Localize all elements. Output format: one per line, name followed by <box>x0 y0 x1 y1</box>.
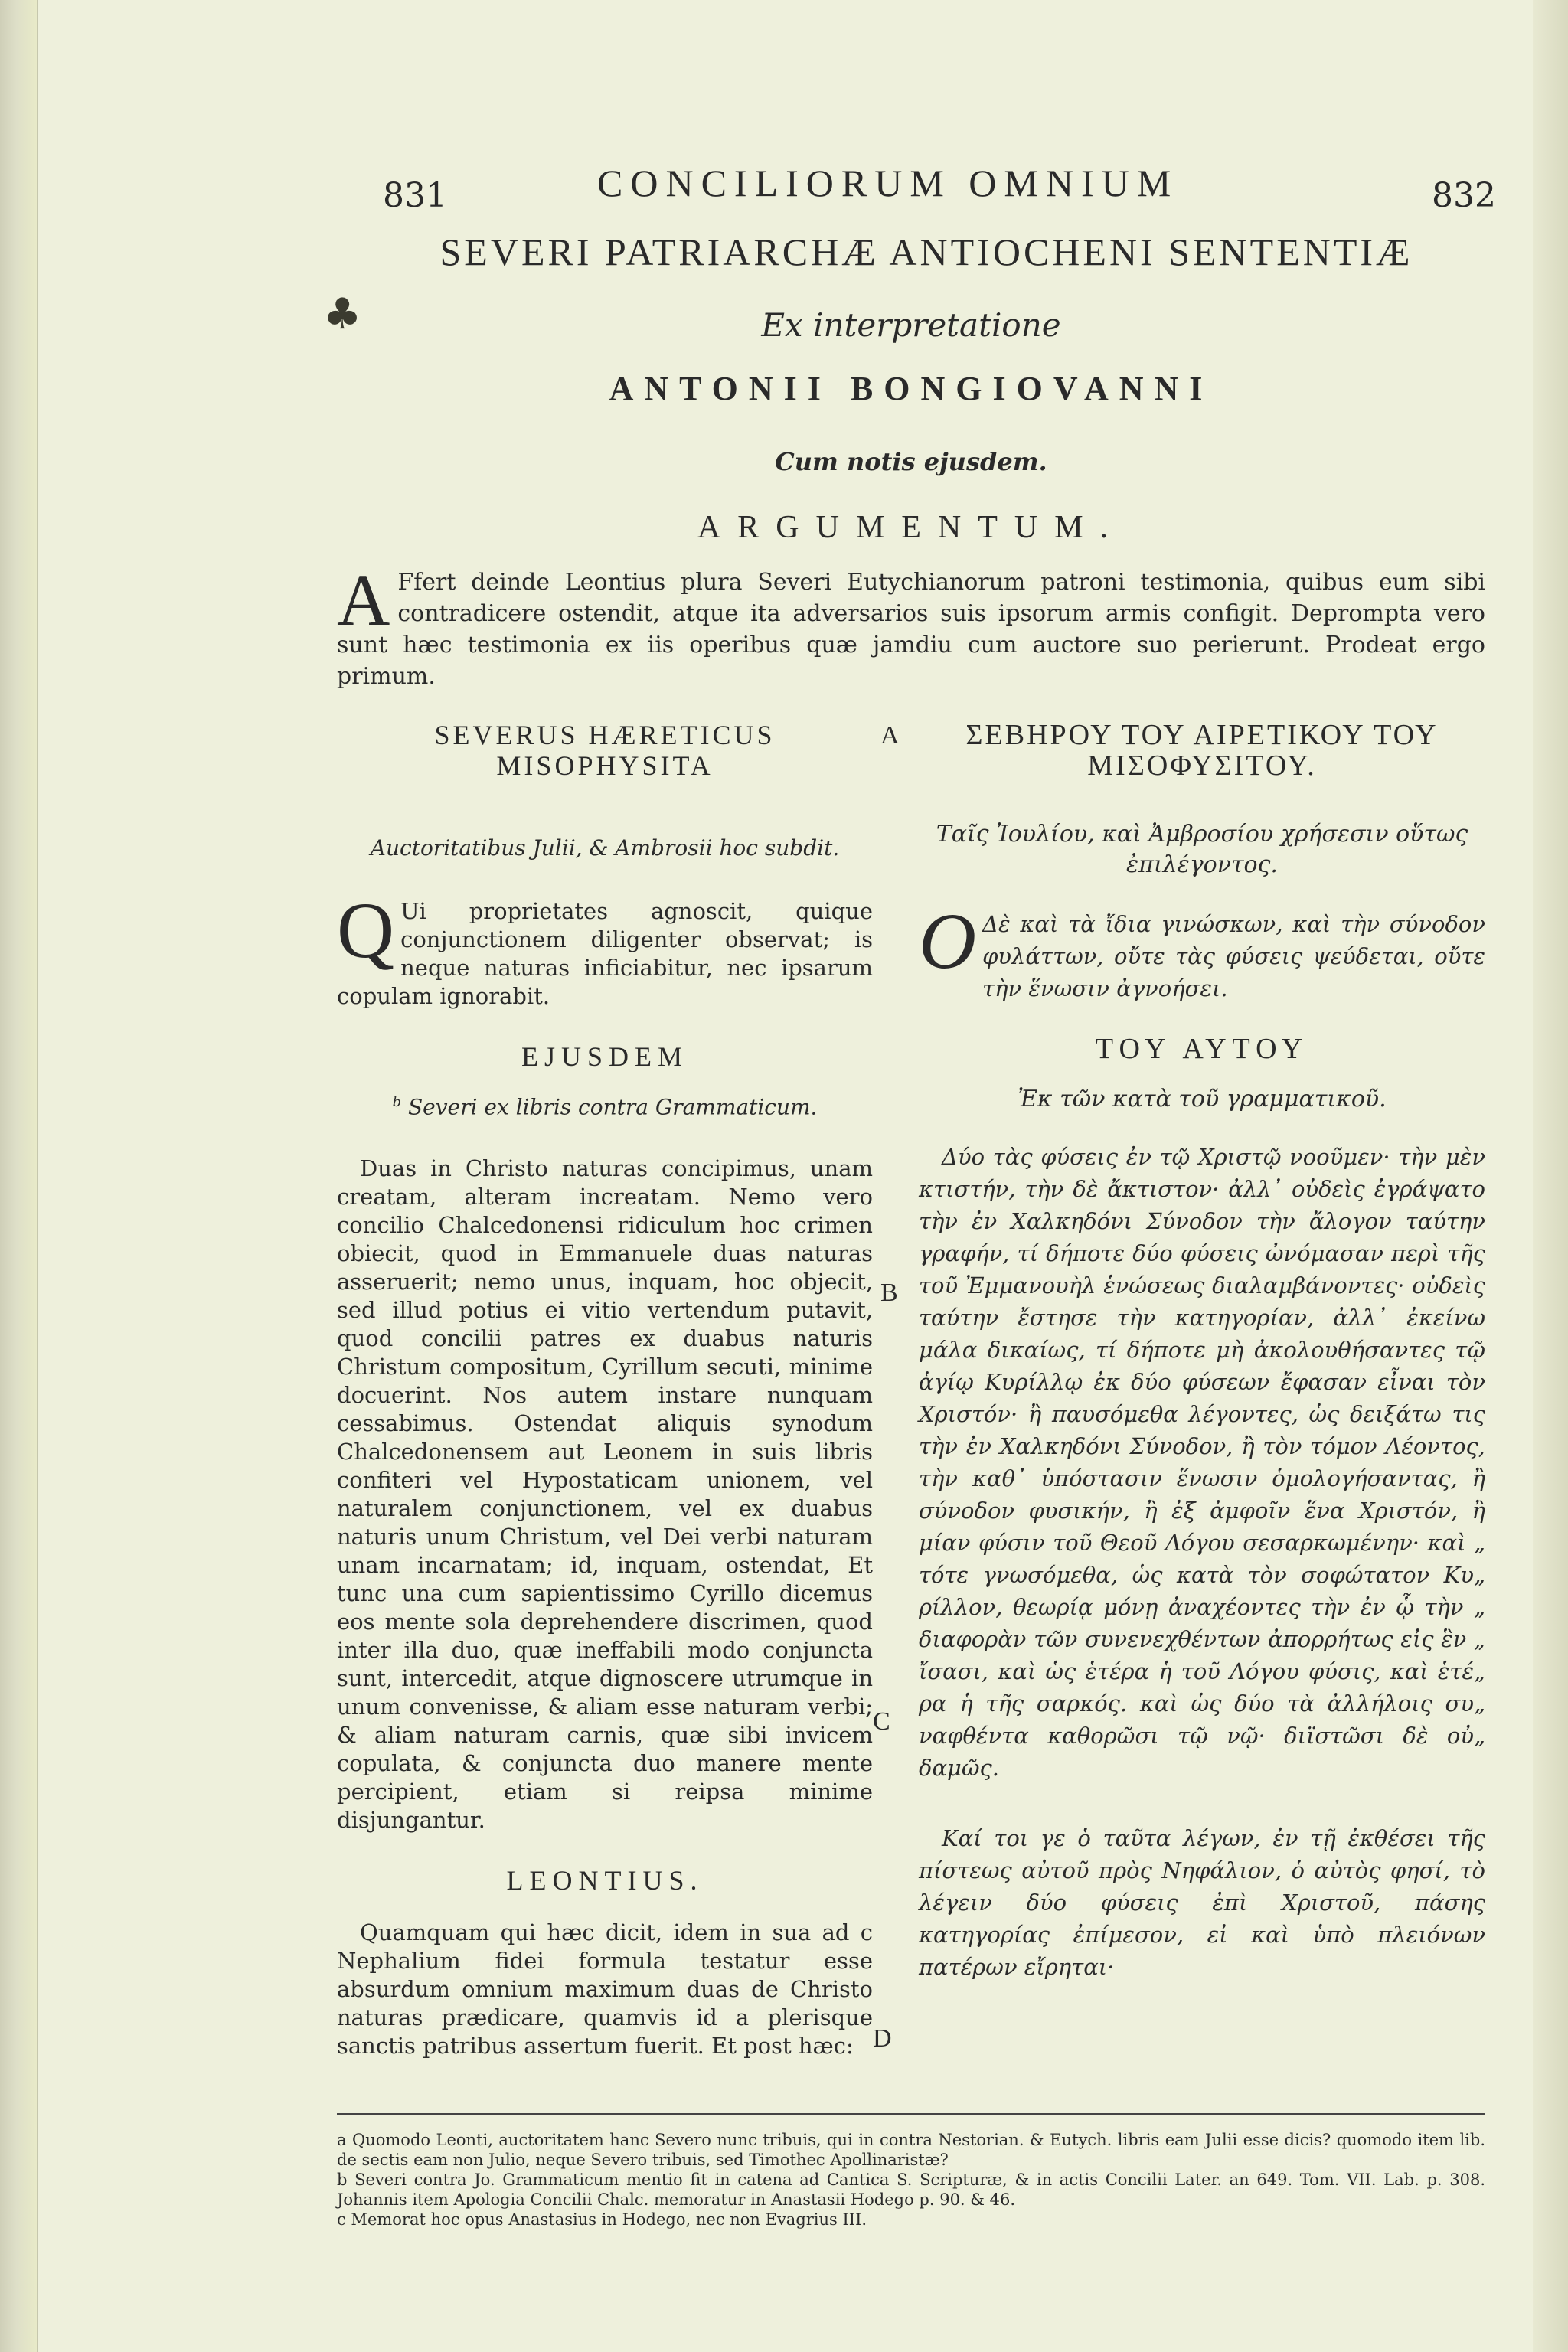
footnote-marker-b: b <box>392 1094 402 1110</box>
footnotes <box>337 2130 1485 2230</box>
book-page-edge-right <box>1533 0 1568 2352</box>
greek-paragraph-3: Καί τοι γε ὁ ταῦτα λέγων, ἐν τῇ ἐκθέσει τῆς πίστεως αὐτοῦ πρὸς Νηφάλιον, ὁ αὐτὸς φησί, τὸ λέγειν δύο φύσεις ἐπὶ Χριστοῦ, πάσης κατηγορίας ἐπίμεσον, εἰ καὶ ὑπὸ πλειόνων πατέρων εἴρηται· <box>919 1825 1485 1980</box>
translator-name: ANTONII BONGIOVANNI <box>609 370 1214 407</box>
page-number-left: 831 <box>383 176 447 215</box>
margin-letter-d: D <box>873 2024 892 2053</box>
latin-paragraph-1 <box>337 887 873 1011</box>
latin-paragraph-2: Duas in Christo naturas concipimus, unam creatam, alteram increatam. Nemo vero concilio Chalcedonensi ridiculum hoc crimen obiecit, quod in Emmanuele duas naturas asseruerit; nemo unus, inquam, hoc objecit, sed illud potius ei vitio vertendum putavit, quod concilii patres ex duabus naturis Christum compositum, Cyrillum secuti, minime docuerint. Nos autem instare nunquam cessabimus. Ostendat aliquis synodum Chalcedonensem aut Leonem in suis libris confiteri vel Hypostaticam unionem, vel naturalem conjunctionem, vel ex duabus naturis unum Christum, vel Dei verbi naturam unam incarnatam; id, inquam, ostendat, Et tunc una cum sapientissimo Cyrillo dicemus eos mente sola deprehendere discrimen, quod inter illa duo, quæ ineffabili modo conjuncta sunt, intercedit, atque dignoscere utrumque in unum convenisse, & aliam esse naturam verbi; & aliam naturam carnis, quæ sibi invicem copulata, & conjuncta duo manere mente percipient, etiam si reipsa minime disjungantur. <box>337 1155 873 1834</box>
translator-line: Ex interpretatione <box>761 306 1061 344</box>
greek-column <box>919 720 1485 1983</box>
greek-paragraph-1-text: Δὲ καὶ τὰ ἴδια γινώσκων, καὶ τὴν σύνοδον φυλάττων, οὔτε τὰς φύσεις ψεύδεται, οὔτε τὴν ἕνωσιν ἀγνοήσει. <box>982 911 1485 1001</box>
argumentum-text: Ffert deinde Leontius plura Severi Eutychianorum patroni testimonia, quibus eum sibi contradicere ostendit, atque ita adversarios suis ipsorum armis configit. Deprompta vero sunt hæc testimonia ex iis operibus quæ jamdiu cum auctore suo perierunt. Prodeat ergo primum. <box>337 569 1485 690</box>
latin-paragraph-3: Quamquam qui hæc dicit, idem in sua ad c Nephalium fidei formula testatur esse absurdum omnium maximum duas de Christo naturas prædicare, quamvis id a plerisque sanctis patribus assertum fuerit. Et post hæc: <box>337 1919 873 2060</box>
latin-paragraph-1-text: Ui proprietates agnoscit, quique conjunctionem diligenter observat; is neque naturas inficiabitur, nec ipsarum copulam ignorabit. <box>337 898 873 1009</box>
latin-column <box>337 720 873 2060</box>
latin-heading-leontius: LEONTIUS. <box>506 1865 704 1896</box>
greek-heading-severus: ΣΕΒΗΡΟΥ ΤΟΥ ΑΙΡΕΤΙΚΟΥ ΤΟΥ ΜΙΣΟΦΥΣΙΤΟΥ. <box>965 719 1439 782</box>
latin-note-grammaticum-text: Severi ex libris contra Grammaticum. <box>407 1094 818 1120</box>
margin-letter-a: A <box>880 721 900 750</box>
latin-dropcap-q: Q <box>337 887 395 975</box>
greek-note: Ταῖς Ἰουλίου, καὶ Ἀμβροσίου χρήσεσιν οὕτως ἐπιλέγοντος. <box>936 821 1468 878</box>
greek-note-grammatikou: Ἐκ τῶν κατὰ τοῦ γραμματικοῦ. <box>1018 1086 1387 1112</box>
argumentum-dropcap: A <box>337 559 390 641</box>
greek-paragraph-2: Δύο τὰς φύσεις ἐν τῷ Χριστῷ νοοῦμεν· τὴν μὲν κτιστήν, τὴν δὲ ἄκτιστον· ἀλλ᾽ οὐδεὶς ἐγράψατο τὴν ἐν Χαλκηδόνι Σύνοδον τὴν ἄλογον ταύτην γραφήν, τί δήποτε δύο φύσεις ὠνόμασαν περὶ τῆς τοῦ Ἐμμανουὴλ ἑνώσεως διαλαμβάνοντες· οὐδεὶς ταύτην ἔστησε τὴν κατηγορίαν, ἀλλ᾽ ἐκείνω μάλα δικαίως, τί δήποτε μὴ ἀκολουθήσαντες τῷ ἁγίῳ Κυρίλλῳ ἐκ δύο φύσεων ἔφασαν εἶναι τὸν Χριστόν· ἢ παυσόμεθα λέγοντες, ὡς δειξάτω τις τὴν ἐν Χαλκηδόνι Σύνοδον, ἢ τὸν τόμον Λέοντος, τὴν καθ᾽ ὑπόστασιν ἕνωσιν ὁμολογήσαντας, ἢ σύνοδον φυσικήν, ἢ ἐξ ἀμφοῖν ἕνα Χριστόν, ἢ μίαν φύσιν τοῦ Θεοῦ Λόγου σεσαρκωμένην· καὶ „ τότε γνωσόμεθα, ὡς κατὰ τὸν σοφώτατον Κυ„ ρίλλον, θεωρίᾳ μόνῃ ἀναχέοντες τὴν ἐν ᾧ τὴν „ διαφορὰν τῶν συνενεχθέντων ἀπορρήτως εἰς ἓν „ ἴσασι, καὶ ὡς ἑτέρα ἡ τοῦ Λόγου φύσις, καὶ ἑτέ„ ρα ἡ τῆς σαρκός. καὶ ὡς δύο τὰ ἀλλήλοις συ„ ναφθέντα καθορῶσι τῷ νῷ· διϊστῶσι δὲ οὐ„ δαμῶς. <box>919 1144 1485 1781</box>
margin-letter-c: C <box>873 1707 890 1736</box>
printers-ornament-icon: ♣ <box>323 289 362 339</box>
latin-note-auctoritatibus: Auctoritatibus Julii, & Ambrosii hoc subdit. <box>370 835 840 861</box>
margin-letter-b: B <box>880 1279 898 1307</box>
latin-heading-ejusdem: EJUSDEM <box>521 1041 689 1072</box>
greek-paragraph-1 <box>919 897 1485 1004</box>
book-page <box>323 130 1496 2259</box>
book-page-edge-left <box>0 0 38 2352</box>
footnote-rule <box>337 2113 1485 2115</box>
footnote-c: c Memorat hoc opus Anastasius in Hodego, nec non Evagrius III. <box>337 2210 867 2229</box>
latin-heading-severus: SEVERUS HÆRETICUS MISOPHYSITA <box>434 720 776 781</box>
latin-note-grammaticum <box>337 1089 873 1121</box>
argumentum-paragraph <box>337 559 1485 692</box>
footnote-a: a Quomodo Leonti, auctoritatem hanc Severo nunc tribuis, qui in contra Nestorian. & Eutych. libris eam Julii esse dicis? quomodo item lib. de sectis eam non Julio, neque Severo tribuis, sed Timothec Apollinaristæ? <box>337 2131 1485 2169</box>
footnote-b: b Severi contra Jo. Grammaticum mentio fit in catena ad Cantica S. Scripturæ, & in actis Concilii Later. an 649. Tom. VII. Lab. p. 308. Johannis item Apologia Concilii Chalc. memoratur in Anastasii Hodego p. 90. & 46. <box>337 2171 1485 2209</box>
page-number-right: 832 <box>1432 176 1496 215</box>
document-title: SEVERI PATRIARCHÆ ANTIOCHENI SENTENTIÆ <box>439 230 1413 273</box>
greek-heading-tou-autou: ΤΟΥ ΑΥΤΟΥ <box>1095 1033 1309 1065</box>
argumentum-heading: ARGUMENTUM. <box>697 510 1125 545</box>
notes-line: Cum notis ejusdem. <box>775 447 1047 476</box>
greek-dropcap-o: Ο <box>919 897 977 985</box>
running-title: CONCILIORUM OMNIUM <box>597 162 1179 204</box>
